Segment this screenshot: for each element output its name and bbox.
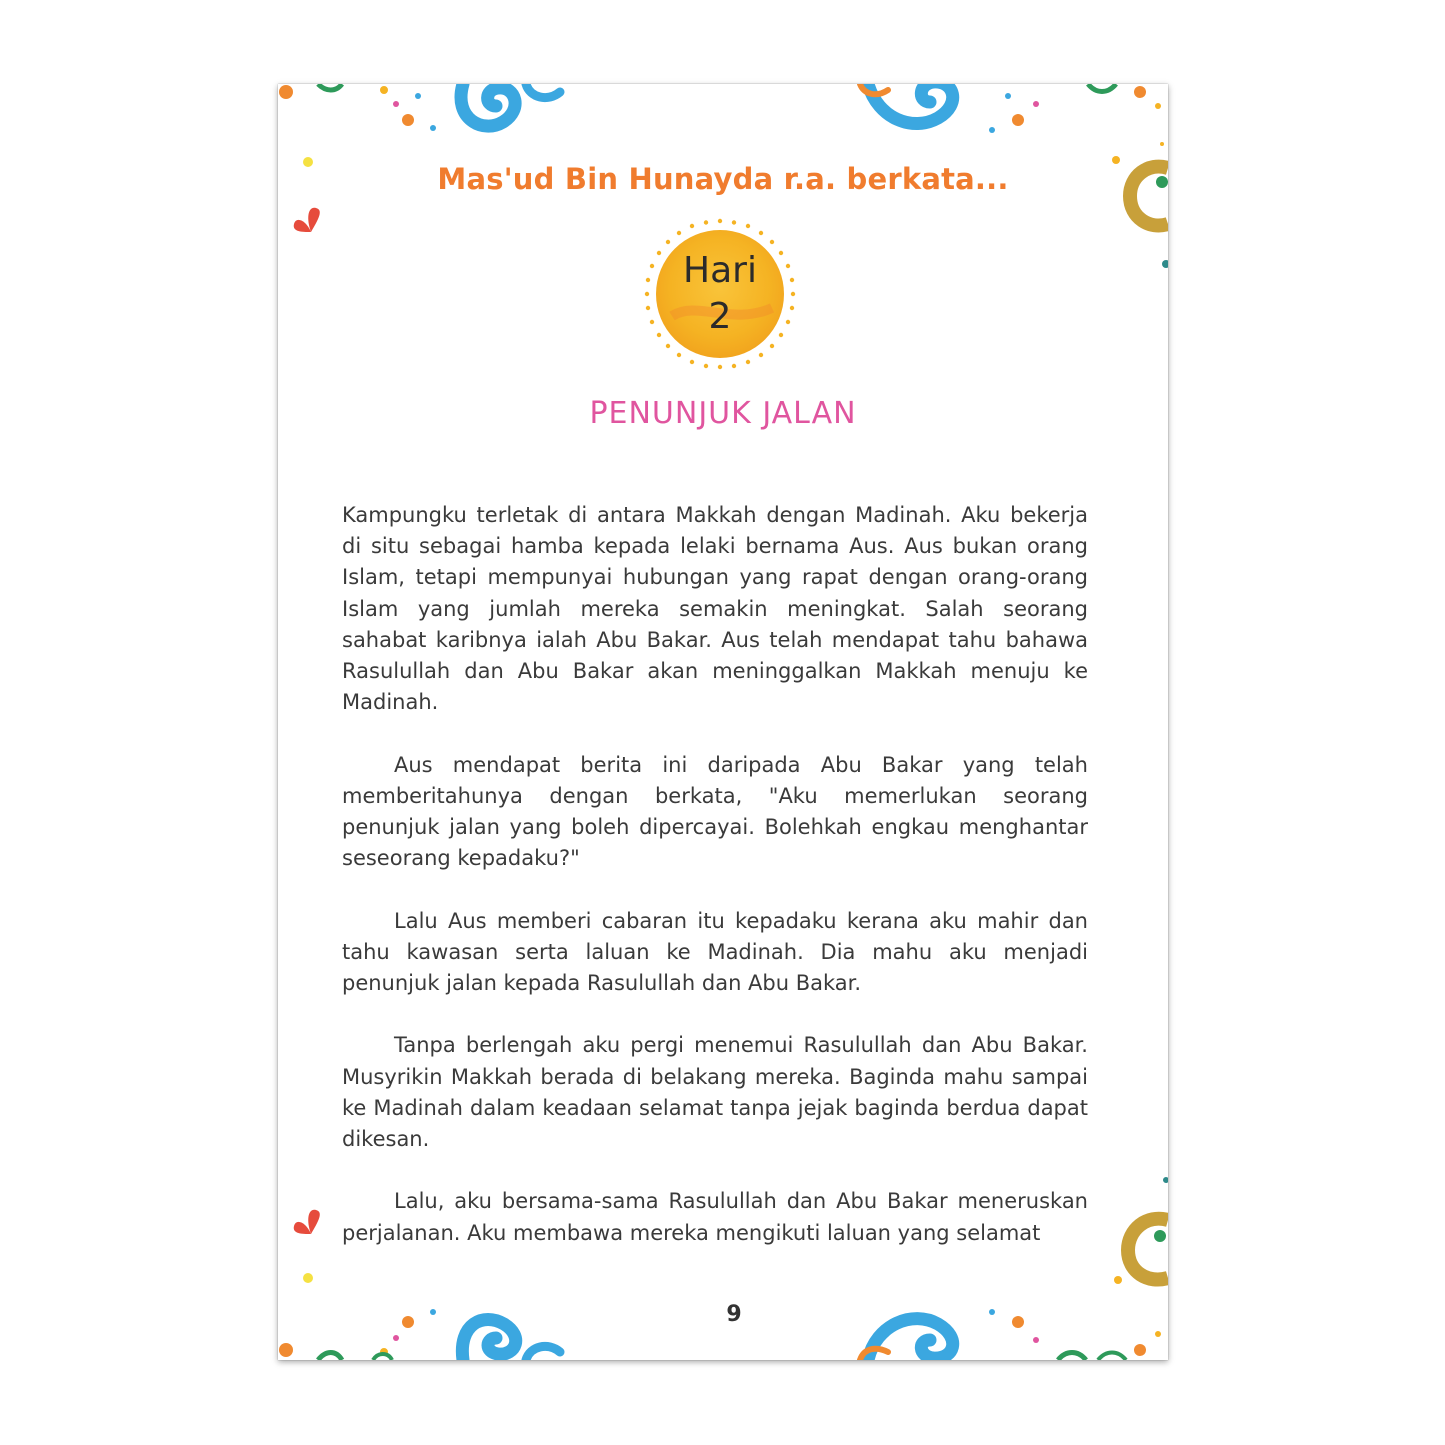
- paragraph-1: Kampungku terletak di antara Makkah dengan Madinah. Aku bekerja di situ sebagai hamba kepada lelaki bernama Aus. Aus bukan orang Islam, tetapi mempunyai hubungan yang rapat dengan orang-orang Islam yang jumlah mereka semakin meningkat. Salah seorang sahabat karibnya ialah Abu Bakar. Aus telah mendapat tahu bahawa Rasulullah dan Abu Bakar akan meninggalkan Makkah menuju ke Madinah.: [342, 503, 1088, 715]
- paragraph-2: Aus mendapat berita ini daripada Abu Bakar yang telah memberitahunya dengan berkata, "Aku memerlukan seorang penunjuk jalan yang boleh dipercayai. Bolehkah engkau menghantar seseorang kepadaku?": [342, 752, 1088, 871]
- day-badge-word: Hari: [683, 250, 757, 291]
- page-number: 9: [726, 1302, 742, 1327]
- speaker-heading: Mas'ud Bin Hunayda r.a. berkata...: [437, 162, 1009, 196]
- chapter-title: PENUNJUK JALAN: [589, 396, 857, 431]
- paragraph-3: Lalu Aus memberi cabaran itu kepadaku kerana aku mahir dan tahu kawasan serta laluan ke Madinah. Dia mahu aku menjadi penunjuk jalan kepada Rasulullah dan Abu Bakar.: [342, 908, 1088, 996]
- day-badge-number: 2: [708, 296, 732, 337]
- swirl-top-right: [860, 84, 1164, 146]
- heart-left-lower: [294, 1210, 320, 1283]
- book-page: [278, 84, 1168, 1360]
- paragraph-4: Tanpa berlengah aku pergi menemui Rasulullah dan Abu Bakar. Musyrikin Makkah berada di belakang mereka. Baginda mahu sampai ke Madinah dalam keadaan selamat tanpa jejak baginda berdua dapat dikesan.: [342, 1033, 1088, 1152]
- swirl-right-lower: [1114, 1177, 1168, 1284]
- paragraph-5: Lalu, aku bersama-sama Rasulullah dan Abu Bakar meneruskan perjalanan. Aku membawa mereka mengikuti laluan yang selamat: [342, 1189, 1088, 1245]
- story-text: [342, 500, 1088, 1280]
- day-badge: [642, 216, 798, 372]
- swirl-top-left: [279, 84, 560, 131]
